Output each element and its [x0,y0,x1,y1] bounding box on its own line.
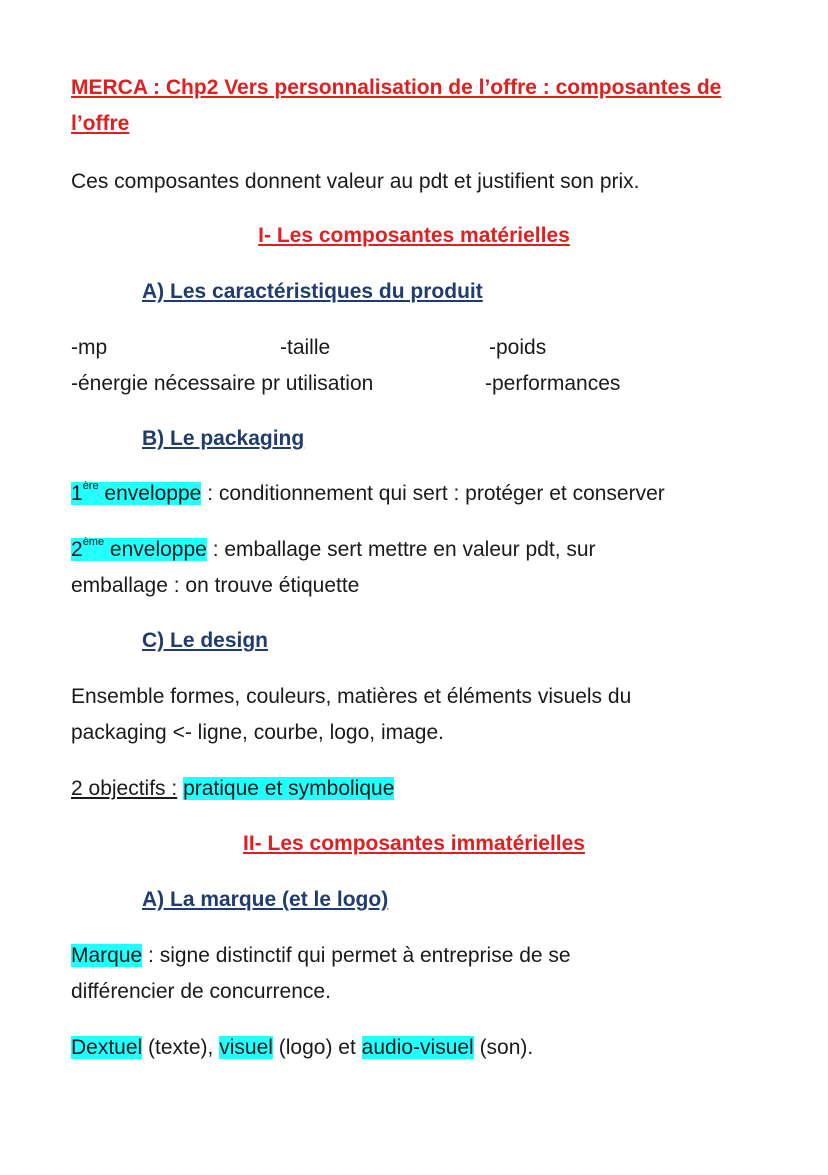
char-poids: -poids [489,336,547,359]
marque-term: Marque [71,944,143,967]
brand-types-line: Dextuel (texte), visuel (logo) et audio-visuel (son). [71,1036,534,1059]
design-text-line-2: packaging <- ligne, courbe, logo, image. [71,721,444,744]
section-2-subsection-a-heading: A) La marque (et le logo) [142,888,389,911]
objectives-line [71,775,394,803]
marque-definition-continued: différencier de concurrence. [71,980,331,1003]
objectives-value: pratique et symbolique [183,777,395,800]
envelope-2-continued: emballage : on trouve étiquette [71,574,360,597]
envelope-1-term: 1ère enveloppe [71,480,202,505]
section-1-heading: I- Les composantes matérielles [258,224,570,247]
objectives-label: 2 objectifs : [71,777,178,800]
char-taille: -taille [280,336,331,359]
subsection-c-heading: C) Le design [142,629,269,652]
type-audio-visuel: audio-visuel [361,1036,474,1059]
envelope-2-term: 2ème enveloppe [71,536,207,561]
char-energie: -énergie nécessaire pr utilisation [71,372,374,395]
type-visuel: visuel [219,1036,273,1059]
char-mp: -mp [71,336,108,359]
intro-text: Ces composantes donnent valeur au pdt et justifient son prix. [71,170,640,193]
subsection-b-heading: B) Le packaging [142,427,305,450]
page-title: MERCA : Chp2 Vers personnalisation de l’offre : composantes de l’offre [71,76,722,135]
subsection-a-heading: A) Les caractéristiques du produit [142,280,483,303]
marque-definition: Marque : signe distinctif qui permet à entreprise de se [71,944,571,967]
type-textuel: Dextuel [71,1036,143,1059]
section-2-heading: II- Les composantes immatérielles [243,832,585,855]
envelope-1-line: 1ère enveloppe : conditionnement qui sert : protéger et conserver [71,480,665,505]
char-performances: -performances [485,372,621,395]
envelope-2-line: 2ème enveloppe : emballage sert mettre en valeur pdt, sur [71,536,596,561]
design-text-line-1: Ensemble formes, couleurs, matières et éléments visuels du [71,685,632,708]
